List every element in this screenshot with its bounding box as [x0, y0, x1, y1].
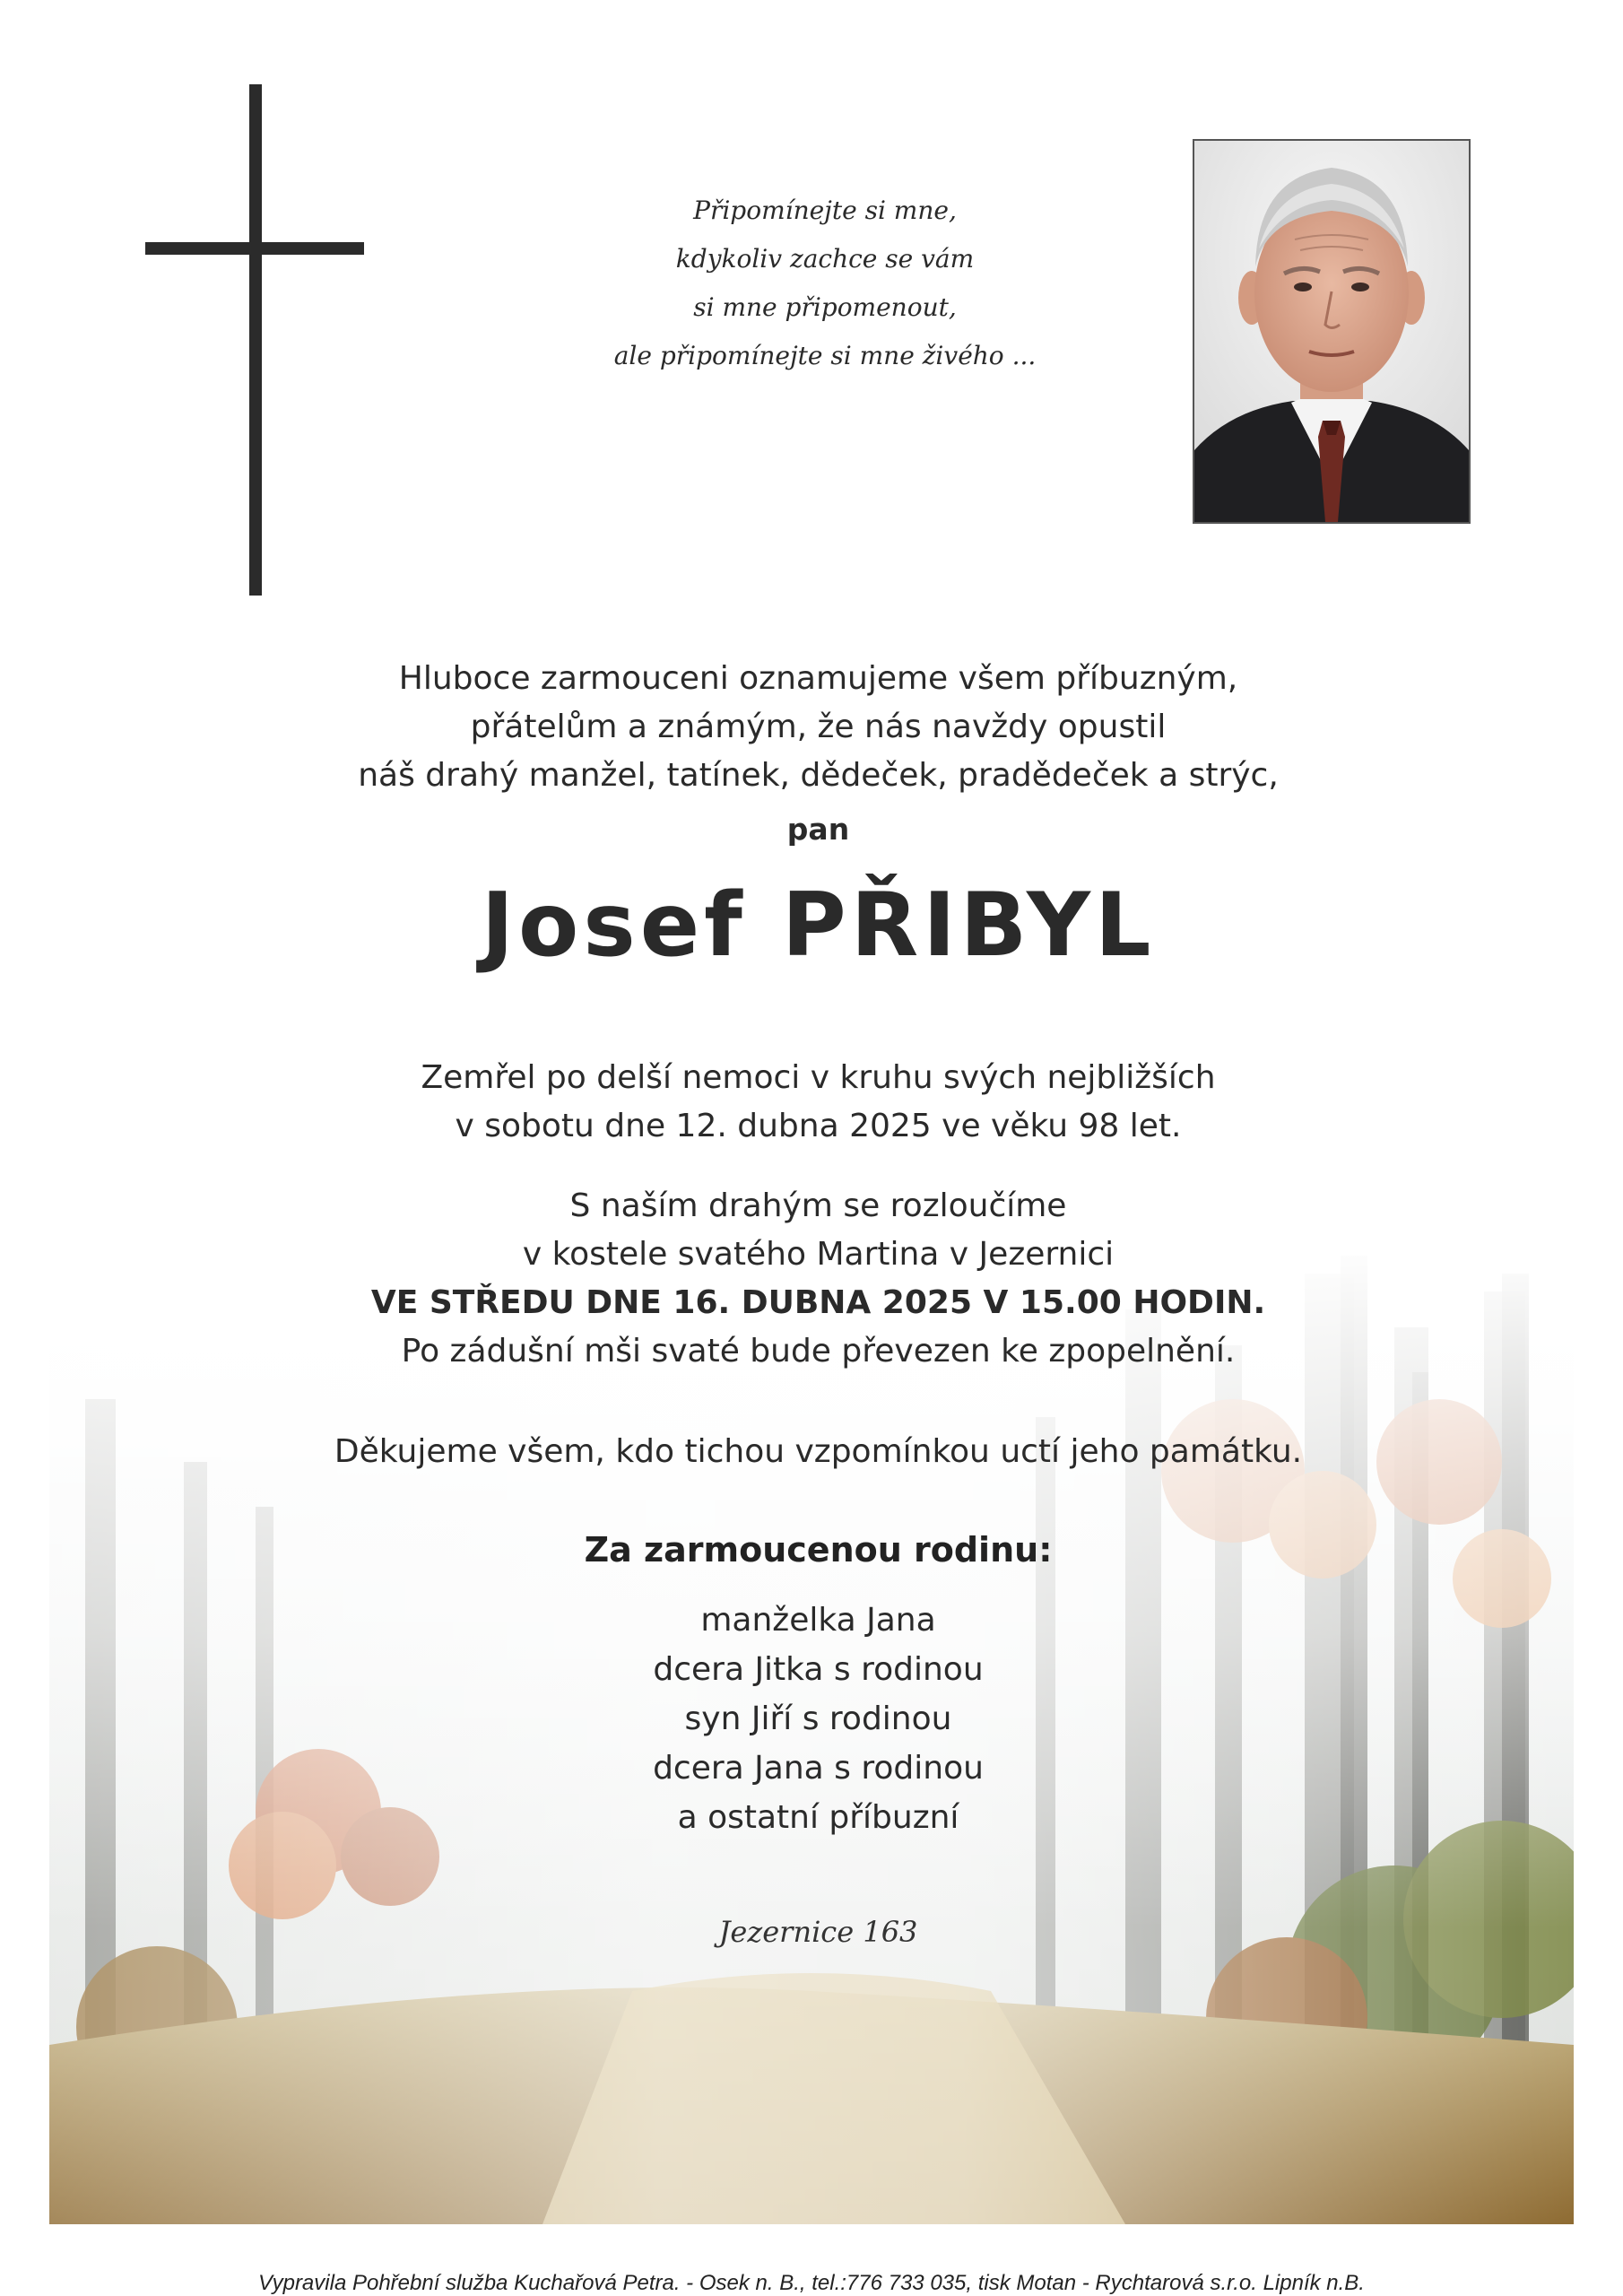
honorific: pan	[786, 812, 850, 847]
farewell-line: v kostele svatého Martina v Jezernici	[522, 1236, 1115, 1273]
farewell-line: S naším drahým se rozloučíme	[569, 1187, 1067, 1224]
funeral-date-time: VE STŘEDU DNE 16. DUBNA 2025 V 15.00 HODIN.	[370, 1284, 1266, 1321]
family-heading: Za zarmoucenou rodinu:	[584, 1530, 1053, 1570]
family-member: syn Jiří s rodinou	[684, 1700, 952, 1737]
deceased-name: Josef PŘIBYL	[481, 874, 1156, 977]
poem-line: ale připomínejte si mne živého ...	[613, 341, 1037, 370]
intro-line: náš drahý manžel, tatínek, dědeček, pradědeček a strýc,	[358, 757, 1279, 794]
intro-line: přátelům a známým, že nás navždy opustil	[470, 709, 1167, 745]
portrait-illustration	[1194, 141, 1469, 522]
death-notice	[179, 1054, 1457, 1151]
funeral-details	[179, 1182, 1457, 1376]
memorial-poem	[538, 187, 1112, 380]
family-list	[179, 1596, 1457, 1842]
footer-printer-info: Vypravila Pohřební služba Kuchařová Petra. - Osek n. B., tel.:776 733 035, tisk Motan - Rychtarová s.r.o. Lipník n.B.	[258, 2271, 1365, 2295]
family-member: dcera Jitka s rodinou	[653, 1651, 984, 1688]
poem-line: Připomínejte si mne,	[693, 196, 957, 225]
poem-line: kdykoliv zachce se vám	[675, 244, 975, 274]
poem-line: si mne připomenout,	[693, 292, 957, 322]
thanks-line: Děkujeme všem, kdo tichou vzpomínkou uctí jeho památku.	[334, 1433, 1303, 1470]
farewell-line: Po zádušní mši svaté bude převezen ke zpopelnění.	[401, 1333, 1236, 1370]
family-address: Jezernice 163	[718, 1915, 918, 1949]
cross-vertical-bar	[249, 84, 262, 596]
cross-horizontal-bar	[145, 242, 364, 255]
death-line: Zemřel po delší nemoci v kruhu svých nejbližších	[421, 1059, 1216, 1096]
death-line: v sobotu dne 12. dubna 2025 ve věku 98 let.	[455, 1108, 1182, 1144]
family-member: manželka Jana	[700, 1602, 936, 1639]
announcement-intro	[179, 655, 1457, 854]
intro-line: Hluboce zarmouceni oznamujeme všem příbuzným,	[398, 660, 1238, 697]
portrait-photo	[1193, 139, 1471, 524]
family-member: a ostatní příbuzní	[677, 1799, 959, 1836]
family-member: dcera Jana s rodinou	[653, 1750, 984, 1787]
